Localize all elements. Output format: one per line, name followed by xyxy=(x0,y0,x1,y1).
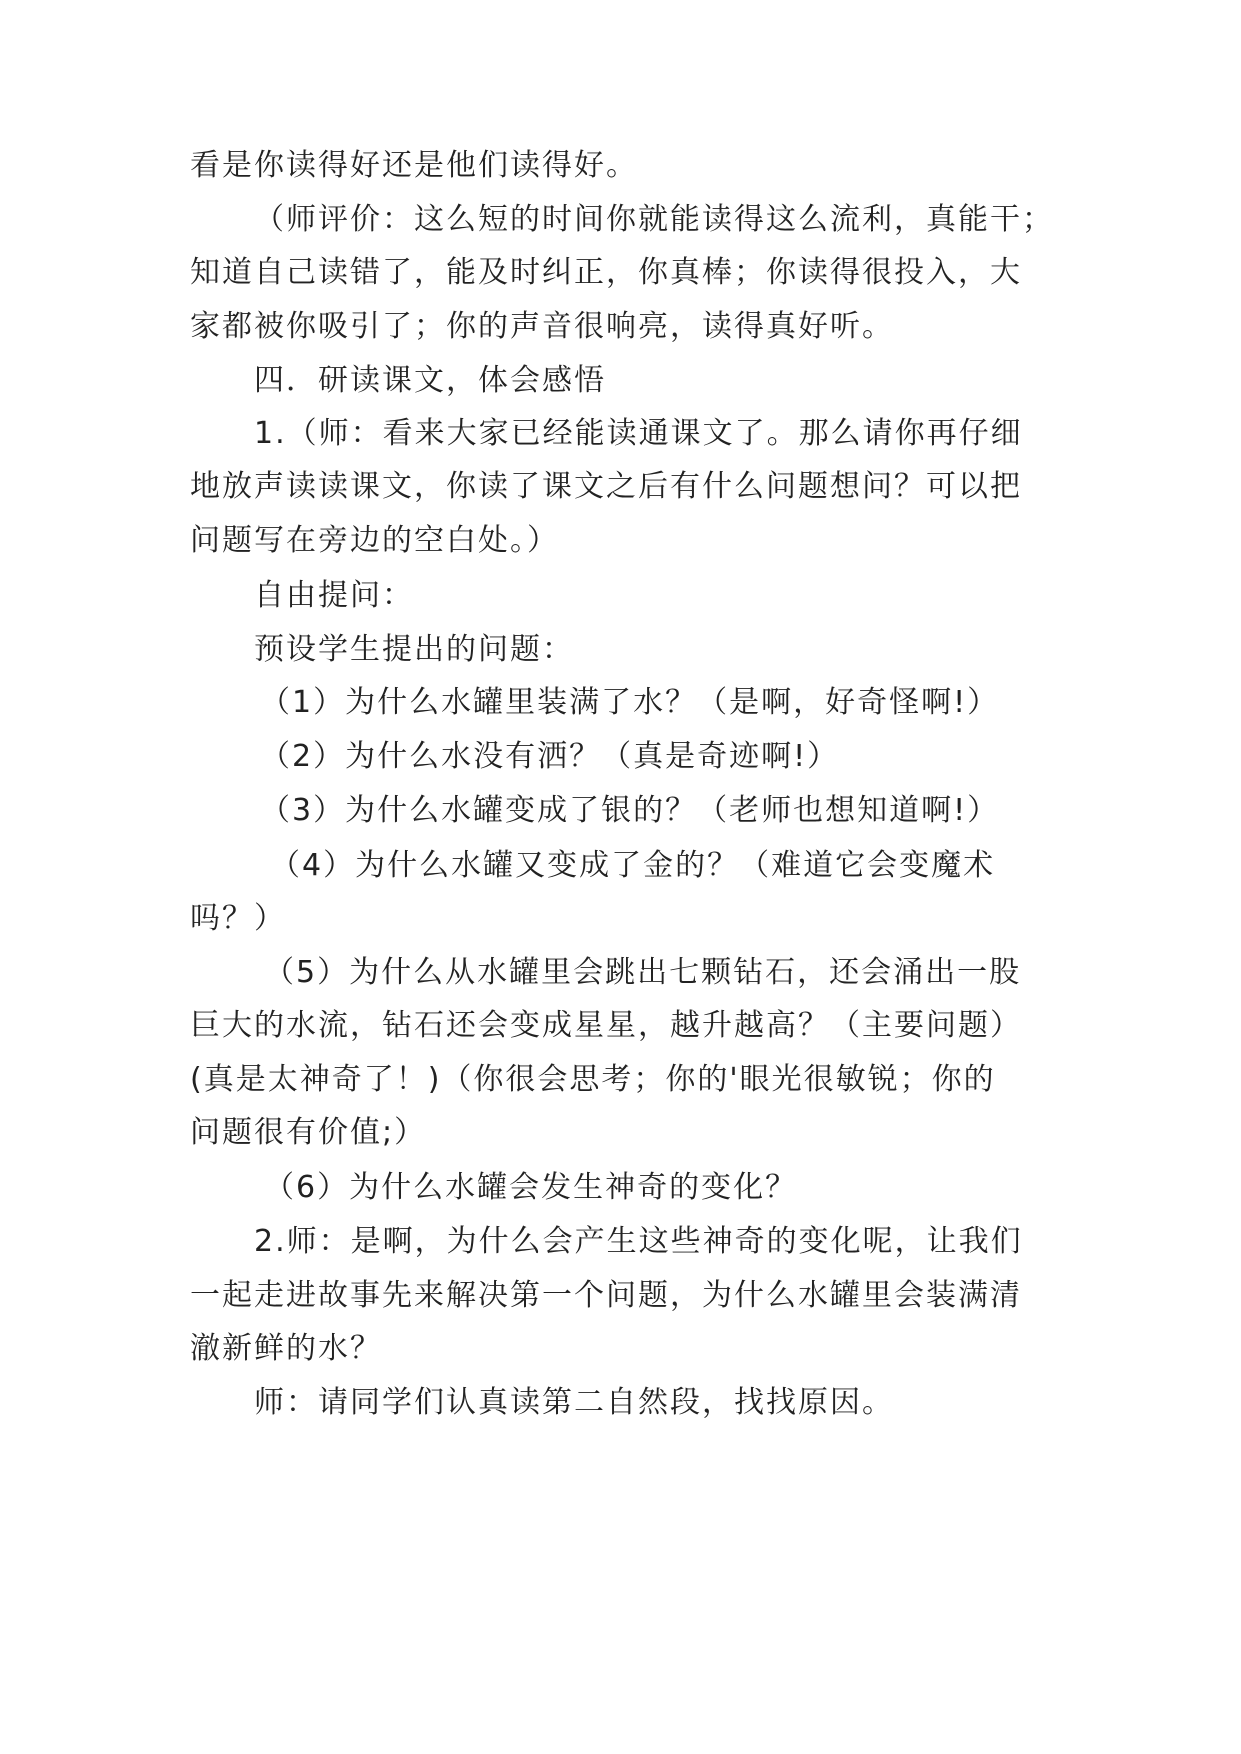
text-line: 自由提问： xyxy=(254,578,414,613)
text-line: 问题写在旁边的空白处。） xyxy=(190,523,559,558)
text-line: 家都被你吸引了；你的声音很响亮，读得真好听。 xyxy=(190,309,894,344)
text-line: 巨大的水流，钻石还会变成星星，越升越高？（主要问题） xyxy=(190,1008,1022,1043)
question-item: （2）为什么水没有洒？（真是奇迹啊!） xyxy=(260,739,840,774)
question-item: （5）为什么从水罐里会跳出七颗钻石，还会涌出一股 xyxy=(264,955,1022,990)
text-line: 地放声读读课文，你读了课文之后有什么问题想问？可以把 xyxy=(190,469,1022,504)
text-line: 看是你读得好还是他们读得好。 xyxy=(190,148,638,183)
question-item: （4）为什么水罐又变成了金的？（难道它会变魔术 xyxy=(270,848,996,883)
text-line: 澈新鲜的水？ xyxy=(190,1331,382,1366)
text-line: 吗？） xyxy=(190,901,286,936)
section-heading: 四．研读课文，体会感悟 xyxy=(254,363,606,398)
text-line: (真是太神奇了！)（你很会思考；你的'眼光很敏锐；你的 xyxy=(190,1062,996,1097)
question-item: （3）为什么水罐变成了银的？（老师也想知道啊!） xyxy=(260,793,1000,828)
text-line: 师：请同学们认真读第二自然段，找找原因。 xyxy=(254,1385,894,1420)
text-line: 2.师：是啊，为什么会产生这些神奇的变化呢，让我们 xyxy=(254,1224,1023,1259)
text-line: 1.（师：看来大家已经能读通课文了。那么请你再仔细 xyxy=(254,416,1023,451)
text-line: 问题很有价值;） xyxy=(190,1115,427,1150)
text-line: （师评价：这么短的时间你就能读得这么流利，真能干； xyxy=(254,202,1054,237)
text-line: 一起走进故事先来解决第一个问题，为什么水罐里会装满清 xyxy=(190,1278,1022,1313)
text-line: 预设学生提出的问题： xyxy=(254,632,574,667)
question-item: （1）为什么水罐里装满了水？（是啊，好奇怪啊!） xyxy=(260,685,1000,720)
question-item: （6）为什么水罐会发生神奇的变化？ xyxy=(264,1170,798,1205)
text-line: 知道自己读错了，能及时纠正，你真棒；你读得很投入，大 xyxy=(190,255,1022,290)
